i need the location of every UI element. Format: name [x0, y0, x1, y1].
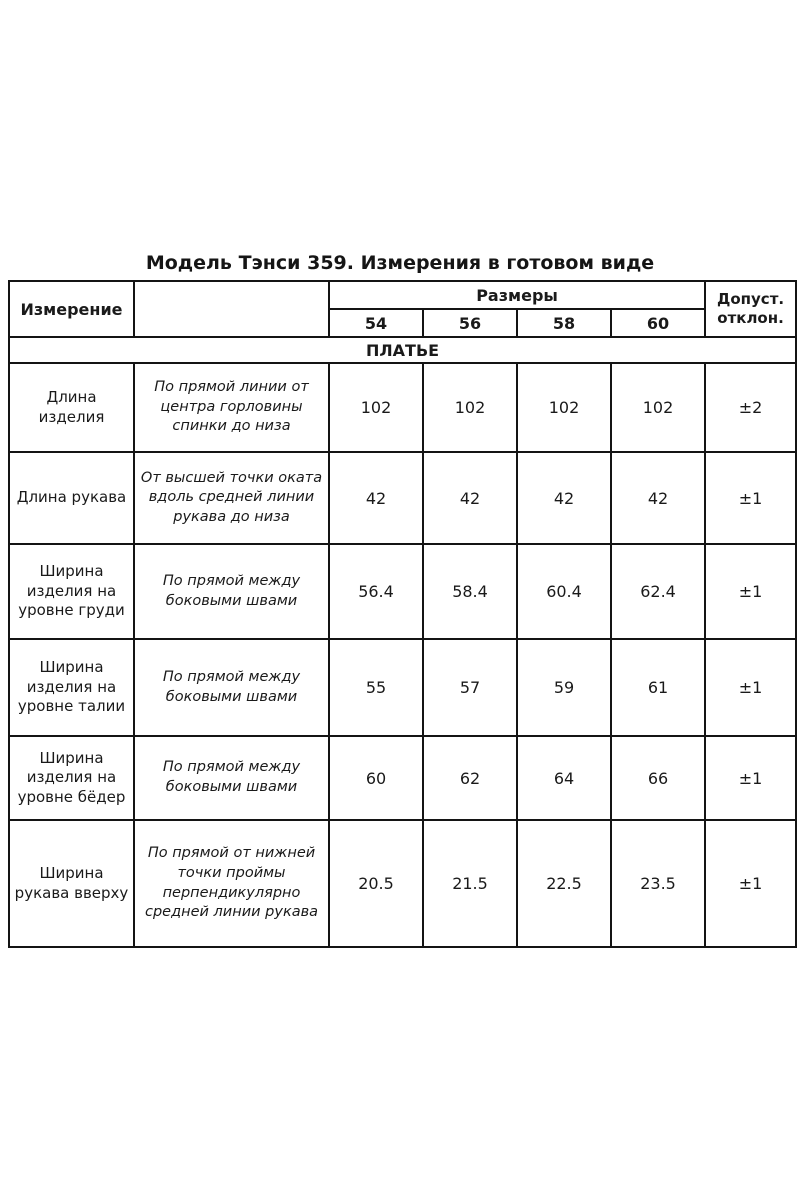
page-title: Модель Тэнси 359. Измерения в готовом виде: [145, 252, 655, 274]
measurement-name-cell: Длина изделия: [9, 363, 134, 452]
size-value-cell: 58.4: [423, 544, 517, 639]
measurement-description-cell: По прямой между боковыми швами: [134, 639, 329, 736]
size-value-cell: 102: [611, 363, 705, 452]
measurement-name-cell: Ширина изделия на уровне бёдер: [9, 736, 134, 820]
size-value-cell: 22.5: [517, 820, 611, 947]
measurement-column-header: Измерение: [9, 281, 134, 337]
size-value-cell: 55: [329, 639, 423, 736]
size-value-cell: 60.4: [517, 544, 611, 639]
size-value-cell: 42: [517, 452, 611, 544]
size-value-cell: 62: [423, 736, 517, 820]
size-value-cell: 102: [329, 363, 423, 452]
measurements-table: [8, 280, 797, 948]
size-header-60: 60: [611, 309, 705, 337]
measurement-name-cell: Длина рукава: [9, 452, 134, 544]
section-row: [9, 337, 796, 363]
table-row: [9, 363, 796, 452]
table-row: [9, 639, 796, 736]
size-value-cell: 61: [611, 639, 705, 736]
size-value-cell: 23.5: [611, 820, 705, 947]
size-value-cell: 66: [611, 736, 705, 820]
table-row: [9, 452, 796, 544]
tolerance-column-header: Допуст. отклон.: [705, 281, 796, 337]
measurement-description-cell: По прямой линии от центра горловины спинки до низа: [134, 363, 329, 452]
size-value-cell: 62.4: [611, 544, 705, 639]
header-row-top: [9, 281, 796, 309]
measurement-description-cell: От высшей точки оката вдоль средней линии рукава до низа: [134, 452, 329, 544]
tolerance-cell: ±1: [705, 639, 796, 736]
size-header-54: 54: [329, 309, 423, 337]
tolerance-cell: ±1: [705, 452, 796, 544]
size-value-cell: 20.5: [329, 820, 423, 947]
tolerance-cell: ±1: [705, 820, 796, 947]
size-value-cell: 56.4: [329, 544, 423, 639]
measurement-description-cell: По прямой между боковыми швами: [134, 736, 329, 820]
size-value-cell: 64: [517, 736, 611, 820]
table-row: [9, 544, 796, 639]
size-value-cell: 42: [611, 452, 705, 544]
measurement-name-cell: Ширина изделия на уровне талии: [9, 639, 134, 736]
sizes-group-header: Размеры: [329, 281, 705, 309]
size-value-cell: 57: [423, 639, 517, 736]
size-value-cell: 42: [423, 452, 517, 544]
measurement-name-cell: Ширина изделия на уровне груди: [9, 544, 134, 639]
tolerance-cell: ±2: [705, 363, 796, 452]
tolerance-cell: ±1: [705, 544, 796, 639]
tolerance-cell: ±1: [705, 736, 796, 820]
size-value-cell: 59: [517, 639, 611, 736]
size-value-cell: 60: [329, 736, 423, 820]
size-value-cell: 102: [423, 363, 517, 452]
table-row: [9, 736, 796, 820]
size-value-cell: 42: [329, 452, 423, 544]
size-header-58: 58: [517, 309, 611, 337]
size-header-56: 56: [423, 309, 517, 337]
table-row: [9, 820, 796, 947]
description-column-header: [134, 281, 329, 337]
section-label: ПЛАТЬЕ: [9, 337, 796, 363]
size-value-cell: 102: [517, 363, 611, 452]
size-value-cell: 21.5: [423, 820, 517, 947]
measurement-description-cell: По прямой от нижней точки проймы перпендикулярно средней линии рукава: [134, 820, 329, 947]
measurement-name-cell: Ширина рукава вверху: [9, 820, 134, 947]
measurement-description-cell: По прямой между боковыми швами: [134, 544, 329, 639]
